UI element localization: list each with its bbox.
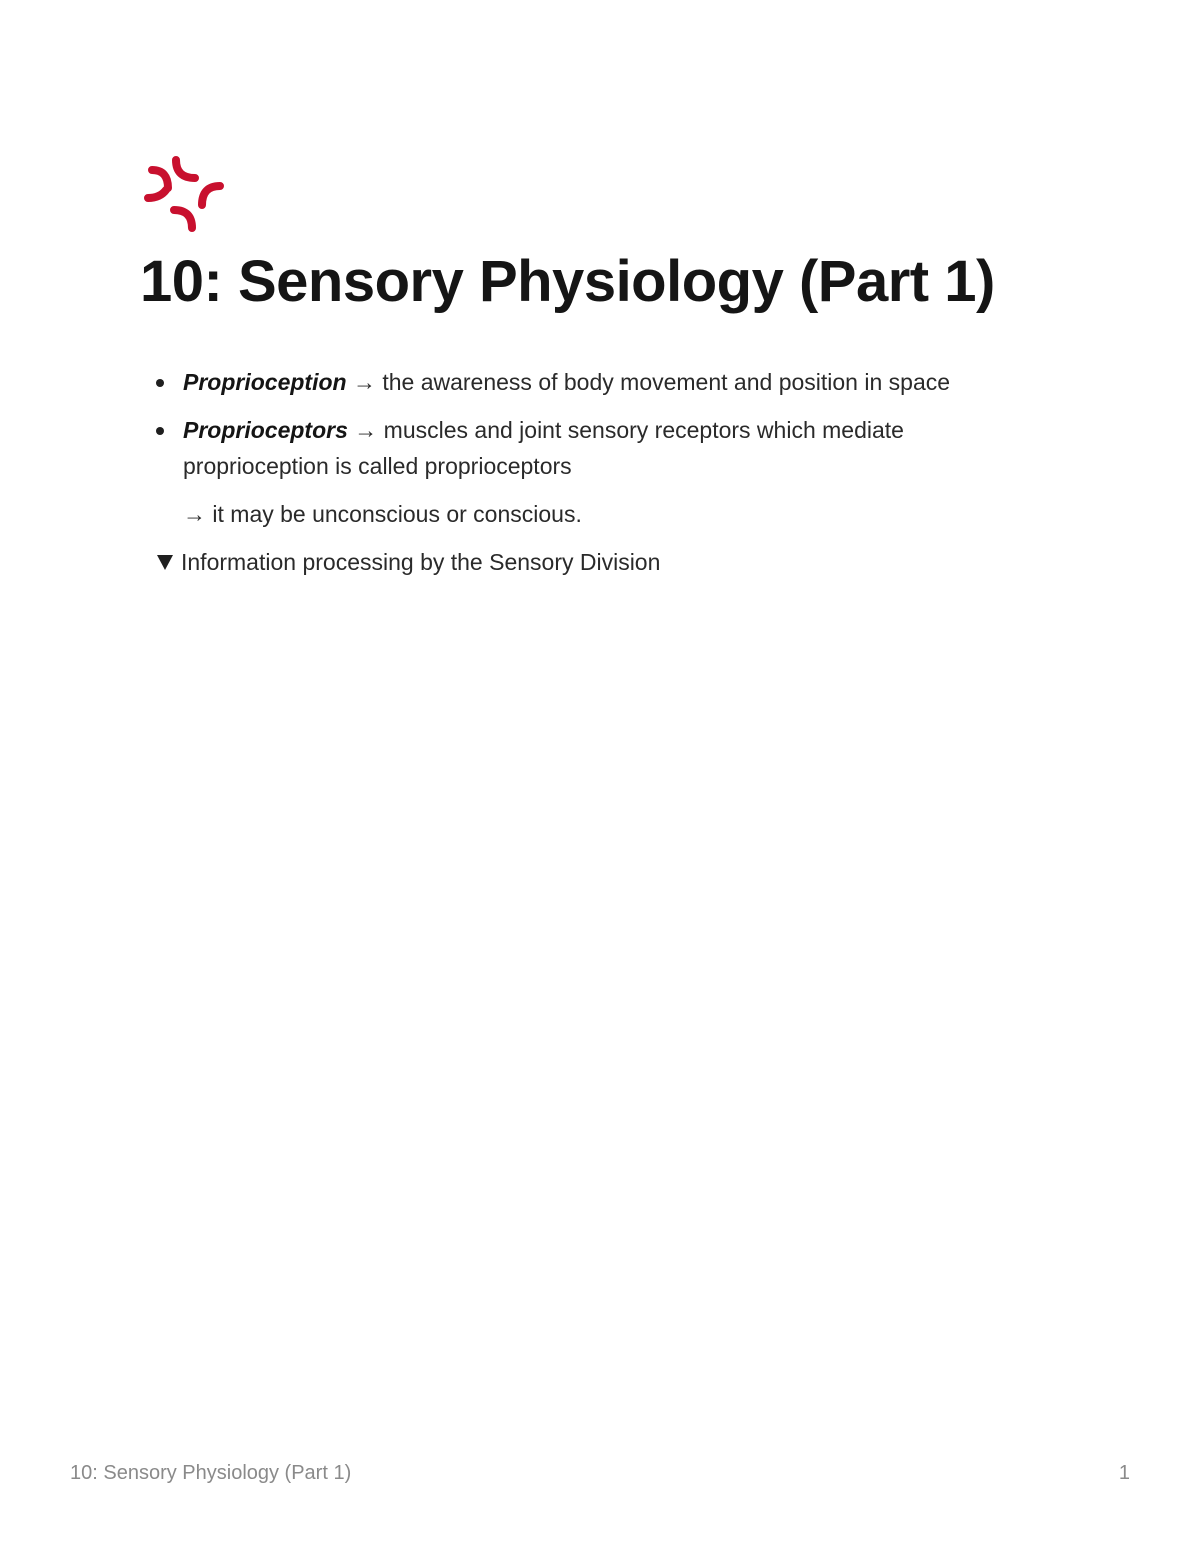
page-number: 1 xyxy=(1118,1462,1130,1484)
anger-symbol-icon xyxy=(140,150,230,240)
list-item xyxy=(152,364,1052,400)
sub-note: → it may be unconscious or conscious. xyxy=(183,501,582,527)
bullet-icon xyxy=(156,379,164,387)
list-item xyxy=(152,412,1052,484)
toggle-block[interactable] xyxy=(152,544,1052,580)
page-footer xyxy=(70,1462,1130,1485)
term-proprioception: Proprioception xyxy=(183,369,347,395)
page-icon xyxy=(140,150,230,240)
term-proprioceptors: Proprioceptors xyxy=(183,417,348,443)
footer-title: 10: Sensory Physiology (Part 1) xyxy=(70,1462,352,1484)
bullet-icon xyxy=(156,427,164,435)
triangle-down-icon[interactable] xyxy=(157,555,173,570)
definition-text: → muscles and joint sensory receptors which mediate proprioception is called proprioceptors xyxy=(183,417,904,479)
page-content xyxy=(152,364,1052,580)
toggle-label[interactable]: Information processing by the Sensory Division xyxy=(181,549,661,575)
page-title: 10: Sensory Physiology (Part 1) xyxy=(140,249,995,314)
bullet-list xyxy=(152,364,1052,484)
definition-text: → the awareness of body movement and position in space xyxy=(346,369,951,395)
